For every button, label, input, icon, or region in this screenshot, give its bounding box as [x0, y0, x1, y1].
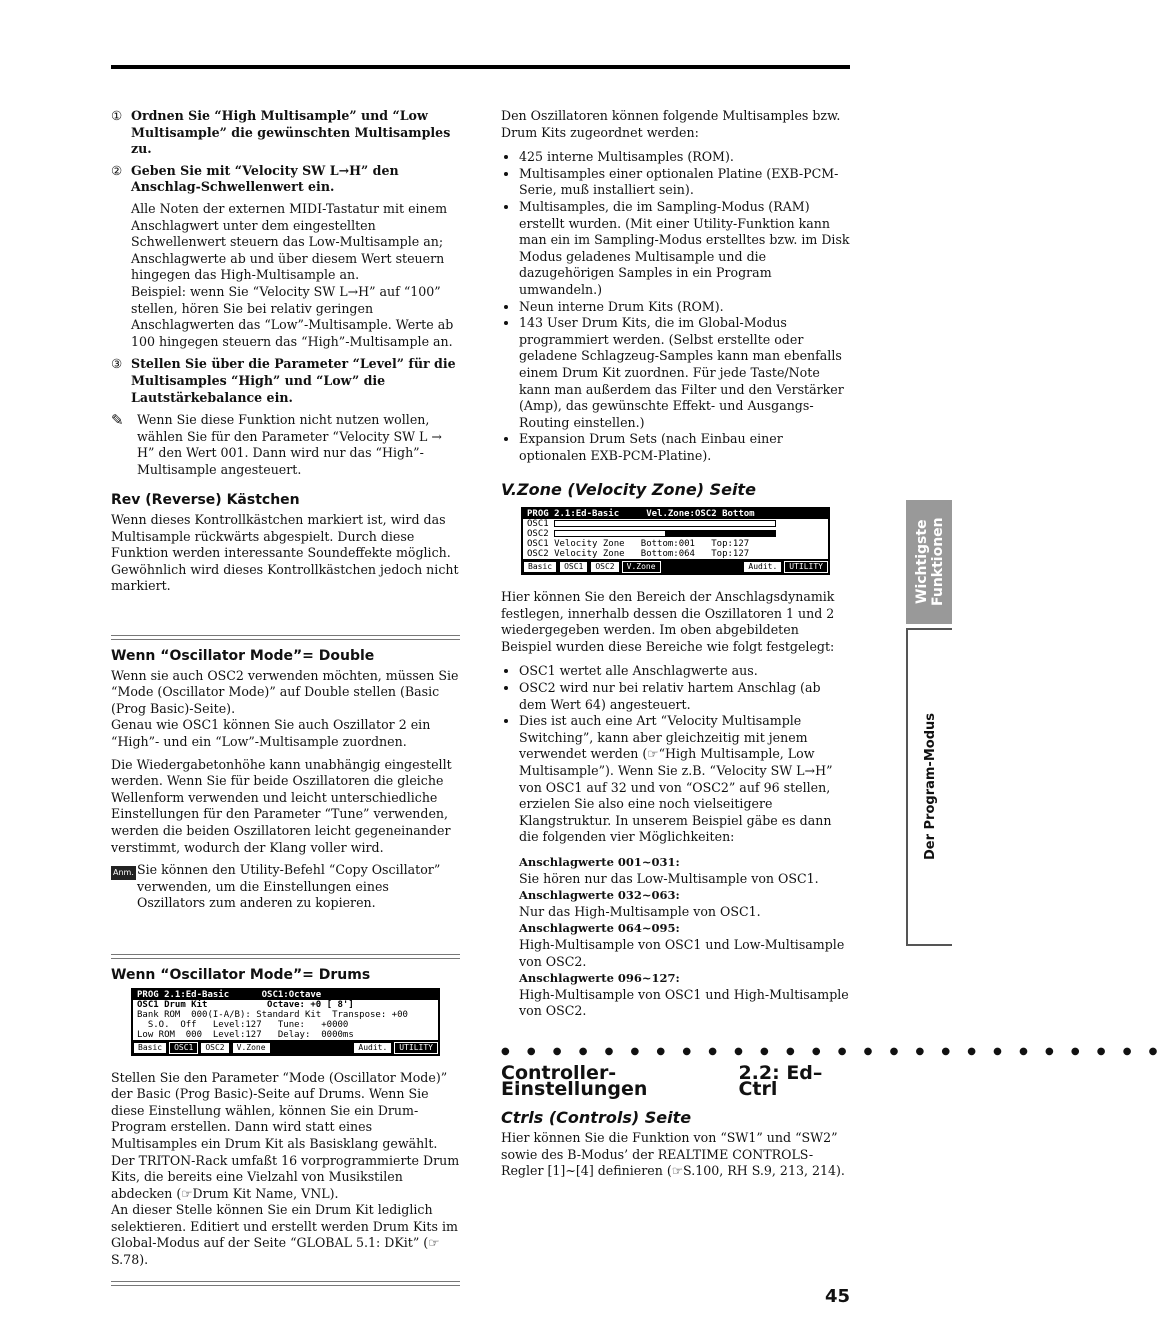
lcd-tab-utility: UTILITY	[394, 1042, 438, 1054]
vzone-p1: Hier können Sie den Bereich der Anschlagsdynamik festlegen, innerhalb dessen die Oszillatoren 1 und 2 wiedergegeben werden. Im oben abgebildeten Beispiel wurden diese Bereiche wie folgt festgelegt:	[501, 589, 835, 654]
lcd-row: OSC1 Velocity Zone Bottom:001 Top:127	[527, 539, 750, 550]
lcd-tab-osc2: OSC2	[200, 1042, 229, 1054]
step-3: ③ Stellen Sie über die Parameter “Level” für die Multisamples “High” und “Low” die Lautstärkebalance ein.	[111, 356, 456, 405]
velocity-ranges	[519, 854, 850, 1020]
lcd-row: PROG 2.1:Ed-Basic OSC1:Octave	[137, 989, 322, 1000]
left-column	[111, 108, 460, 1294]
note-anm: Anm. Sie können den Utility-Befehl “Copy Oscillator” verwenden, um die Einstellungen eines Oszillators zum anderen zu kopieren.	[113, 862, 441, 911]
controller-heading	[501, 1061, 850, 1101]
lcd-tab-basic: Basic	[523, 561, 557, 573]
list-item: • Expansion Drum Sets (nach Einbau einer optionalen EXB-PCM-Platine).	[519, 431, 850, 464]
list-item: • 143 User Drum Kits, die im Global-Modus programmiert werden. (Selbst erstellte oder geladene Schlagzeug-Samples kann man ebenfalls einem Drum Kit zuordnen. Für jede Taste/Note kann man außerdem das Filter und den Verstärker (Amp), das gewünschte Effekt- und Ausgangs-Routing einstellen.)	[519, 315, 850, 431]
lcd-tab-osc1: OSC1	[559, 561, 588, 573]
velocity-bar-osc2	[554, 530, 776, 537]
drums-p1: Stellen Sie den Parameter “Mode (Oscillator Mode)” der Basic (Prog Basic)-Seite auf Drums. Wenn Sie diese Einstellung wählen, können Sie ein Drum-Program erstellen. Dann wird statt eines Multisamples ein Drum Kit als Basisklang gewählt. Der TRITON-Rack umfaßt 16 vorprogrammierte Drum Kits, die bereits eine Vielzahl von Musikstilen abdecken (☞Drum Kit Name, VNL).	[111, 1069, 460, 1201]
pencil-icon: ✎	[111, 411, 124, 430]
list-item: • Neun interne Drum Kits (ROM).	[519, 299, 850, 316]
double-p3: Die Wiedergabetonhöhe kann unabhängig eingestellt werden. Wenn Sie für beide Oszillatoren die gleiche Wellenform verwenden und leicht unterschiedliche Einstellungen für den Parameter “Tune” verwenden, werden die beiden Oszillatoren leicht gegeneinander verstimmt, wodurch der Klang voller wird.	[111, 756, 452, 855]
velocity-bar-osc1	[554, 520, 776, 527]
double-heading: Wenn “Oscillator Mode”= Double	[111, 648, 375, 665]
rev-text: Wenn dieses Kontrollkästchen markiert ist, wird das Multisample rückwärts abgespielt. Durch diese Funktion werden interessante Soundeffekte möglich. Gewöhnlich wird dieses Kontrollkästchen jedoch nicht markiert.	[111, 512, 459, 594]
lcd-tabs	[523, 561, 828, 573]
step-2-body: Alle Noten der externen MIDI-Tastatur mit einem Anschlagwert unter dem eingestellten Schwellenwert steuern das Low-Multisample an; Anschlagwerte ab und über diesem Wert steuern hingegen das High-Multisample an.	[131, 200, 448, 283]
range-text: High-Multisample von OSC1 und Low-Multisample von OSC2.	[519, 936, 845, 969]
range-label: Anschlagwerte 001~031:	[519, 854, 680, 869]
step-2: ② Geben Sie mit “Velocity SW L→H” den Anschlag-Schwellenwert ein.	[111, 162, 399, 195]
lcd-tab-basic: Basic	[133, 1042, 167, 1054]
controller-code: 2.2: Ed–Ctrl	[738, 1061, 823, 1101]
side-tab-wichtigste[interactable]: Wichtigste Funktionen	[906, 500, 952, 624]
step-2-example: Beispiel: wenn Sie “Velocity SW L→H” auf “100” stellen, hören Sie bei relativ geringen Anschlagwerten das “Low”-Multisample. Werte ab 100 hingegen steuern das “High”-Multisample an.	[131, 283, 454, 349]
lcd-screen-vzone	[521, 507, 830, 575]
lcd-tab-audit: Audit.	[743, 561, 782, 573]
osc-intro: Den Oszillatoren können folgende Multisamples bzw. Drum Kits zugeordnet werden:	[501, 108, 841, 140]
lcd-tab-osc1: OSC1	[169, 1042, 198, 1054]
lcd-tab-utility: UTILITY	[784, 561, 828, 573]
lcd-row: OSC2 Velocity Zone Bottom:064 Top:127	[527, 549, 750, 560]
list-item: • Multisamples einer optionalen Platine (EXB-PCM-Serie, muß installiert sein).	[519, 166, 850, 199]
ctrls-heading: Ctrls (Controls) Seite	[501, 1107, 692, 1127]
drums-heading: Wenn “Oscillator Mode”= Drums	[111, 966, 371, 983]
list-item: • Multisamples, die im Sampling-Modus (RAM) erstellt wurden. (Mit einer Utility-Funktion kann man ein im Sampling-Modus erstelltes bzw. im Disk Modus geladenes Multisample und die dazugehörigen Samples in ein Program umwandeln.)	[519, 199, 850, 299]
section-divider	[111, 1281, 460, 1286]
list-item: • OSC1 wertet alle Anschlagwerte aus.	[519, 663, 850, 680]
lcd-row: Low ROM 000 Level:127 Delay: 0000ms	[137, 1029, 354, 1040]
section-divider	[111, 635, 460, 640]
range-label: Anschlagwerte 096~127:	[519, 971, 680, 986]
lcd-tabs	[133, 1042, 438, 1054]
page-number: 45	[824, 1286, 850, 1307]
lcd-row: OSC1	[523, 519, 828, 529]
double-p2: Genau wie OSC1 können Sie auch Oszillator 2 ein “High”- und ein “Low”-Multisample zuordnen.	[111, 717, 431, 749]
rev-heading: Rev (Reverse) Kästchen	[111, 492, 300, 509]
drums-p2: An dieser Stelle können Sie ein Drum Kit lediglich selektieren. Editiert und erstellt werden Drum Kits im Global-Modus auf der Seite “GLOBAL 5.1: DKit” (☞S.78).	[111, 1202, 458, 1268]
lcd-row: OSC1 Drum Kit Octave: +0 [ 8']	[137, 999, 354, 1010]
top-rule	[111, 65, 850, 69]
note-pencil: ✎ Wenn Sie diese Funktion nicht nutzen wollen, wählen Sie für den Parameter “Velocity SW L → H” den Wert 001. Dann wird nur das “High”-Multisample angesteuert.	[111, 411, 442, 477]
range-text: High-Multisample von OSC1 und High-Multisample von OSC2.	[519, 986, 849, 1019]
list-item: • 425 interne Multisamples (ROM).	[519, 149, 850, 166]
range-label: Anschlagwerte 032~063:	[519, 888, 680, 903]
lcd-row: OSC2	[523, 529, 828, 539]
step-1: ① Ordnen Sie “High Multisample” und “Low Multisample” die gewünschten Multisamples zu.	[111, 108, 451, 157]
lcd-row: PROG 2.1:Ed-Basic Vel.Zone:OSC2 Bottom	[527, 509, 755, 520]
section-divider	[111, 954, 460, 959]
dot-divider: ● ● ● ● ● ● ● ● ● ● ● ● ● ● ● ● ● ● ● ● ● ● ● ● ● ●	[501, 1045, 1164, 1057]
lcd-row: S.O. Off Level:127 Tune: +0000	[137, 1019, 349, 1030]
vzone-heading: V.Zone (Velocity Zone) Seite	[501, 480, 756, 500]
list-item: • OSC2 wird nur bei relativ hartem Anschlag (ab dem Wert 64) angesteuert.	[519, 680, 850, 713]
lcd-row: Bank ROM 000(I-A/B): Standard Kit Transpose: +00	[137, 1009, 408, 1020]
note-icon: Anm.	[111, 866, 136, 880]
vzone-list	[501, 663, 850, 846]
range-label: Anschlagwerte 064~095:	[519, 921, 680, 936]
lcd-tab-audit: Audit.	[353, 1042, 392, 1054]
multisample-list	[501, 149, 850, 464]
range-text: Nur das High-Multisample von OSC1.	[519, 903, 761, 919]
range-text: Sie hören nur das Low-Multisample von OSC1.	[519, 870, 819, 886]
lcd-tab-osc2: OSC2	[590, 561, 619, 573]
list-item: • Dies ist auch eine Art “Velocity Multisample Switching”, kann aber gleichzeitig mit jenem verwendet werden (☞“High Multisample, Low Multisample”). Wenn Sie z.B. “Velocity SW L→H” von OSC1 auf 32 und von “OSC2” auf 96 stellen, erzielen Sie also eine noch vielseitigere Klangstruktur. In unserem Beispiel gäbe es dann die folgenden vier Möglichkeiten:	[519, 713, 850, 846]
side-tab-program[interactable]: Der Program-Modus	[906, 628, 952, 946]
ctrls-text: Hier können Sie die Funktion von “SW1” und “SW2” sowie des B-Modus’ der REALTIME CONTROLS-Regler [1]~[4] definieren (☞S.100, RH S.9, 213, 214).	[501, 1130, 845, 1179]
lcd-screen-drums	[131, 988, 440, 1056]
double-p1: Wenn sie auch OSC2 verwenden möchten, müssen Sie “Mode (Oscillator Mode)” auf Double stellen (Basic (Prog Basic)-Seite).	[111, 667, 459, 716]
controller-title: Controller-Einstellungen	[501, 1061, 648, 1101]
lcd-tab-vzone: V.Zone	[622, 561, 661, 573]
lcd-tab-vzone: V.Zone	[232, 1042, 271, 1054]
